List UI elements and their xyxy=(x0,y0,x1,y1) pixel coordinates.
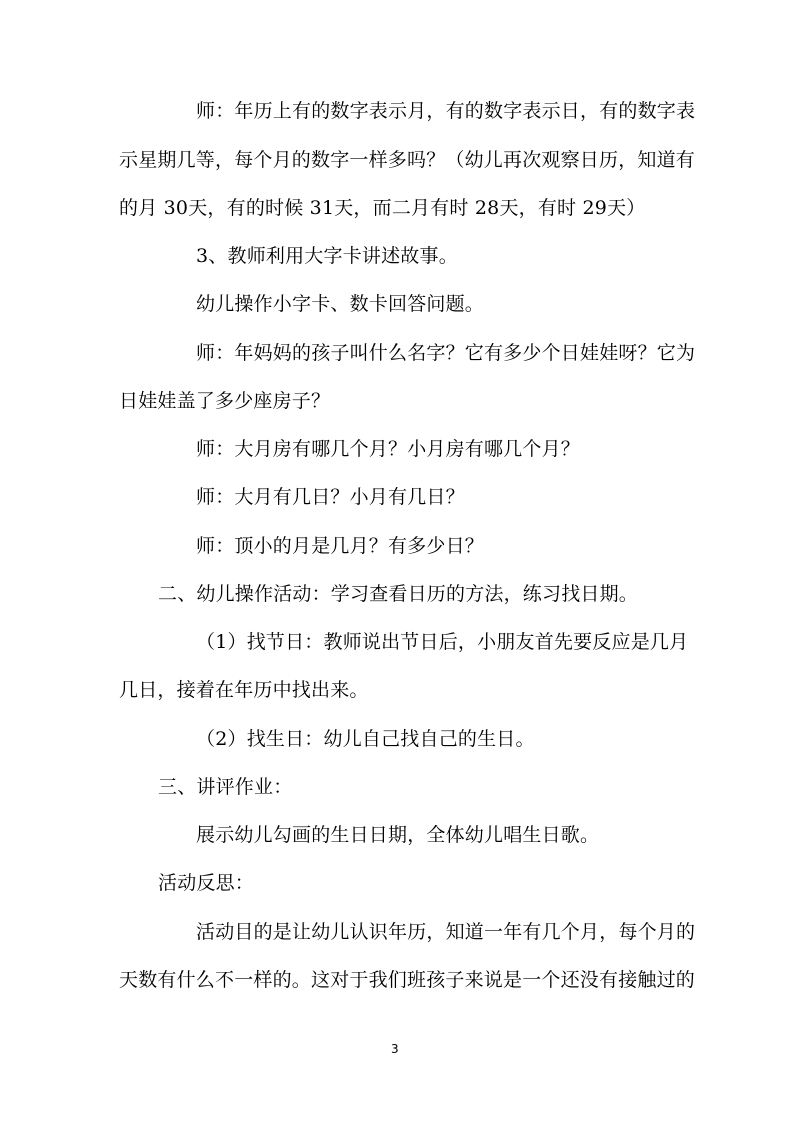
text-line-9: 师：大月有几日？小月有几日？ xyxy=(196,486,465,508)
text-line-10: 师：顶小的月是几月？有多少日？ xyxy=(196,535,485,557)
text-line-3: 的月 30天，有的时候 31天，而二月有时 28天，有时 29天） xyxy=(119,197,646,219)
text-line-8: 师：大月房有哪几个月？小月房有哪几个月？ xyxy=(196,438,581,460)
text-line-2: 示星期几等，每个月的数字一样多吗？（幼儿再次观察日历，知道有 xyxy=(119,149,696,171)
text-line-18: 活动目的是让幼儿认识年历，知道一年有几个月，每个月的 xyxy=(196,921,696,943)
text-line-11: 二、幼儿操作活动：学习查看日历的方法，练习找日期。 xyxy=(158,583,639,605)
text-line-12: （1）找节日：教师说出节日后，小朋友首先要反应是几月 xyxy=(196,631,689,653)
text-line-14: （2）找生日：幼儿自己找自己的生日。 xyxy=(196,728,535,750)
text-line-19: 天数有什么不一样的。这对于我们班孩子来说是一个还没有接触过的 xyxy=(119,969,696,991)
text-line-6: 师：年妈妈的孩子叫什么名字？它有多少个日娃娃呀？它为 xyxy=(196,342,696,364)
page-number: 3 xyxy=(391,1042,399,1056)
text-line-1: 师：年历上有的数字表示月，有的数字表示日，有的数字表 xyxy=(196,100,696,122)
text-line-5: 幼儿操作小字卡、数卡回答问题。 xyxy=(196,293,485,315)
text-line-7: 日娃娃盖了多少座房子？ xyxy=(119,390,331,412)
text-line-4: 3、教师利用大字卡讲述故事。 xyxy=(196,245,458,267)
text-line-17: 活动反思： xyxy=(158,872,255,894)
text-line-15: 三、讲评作业： xyxy=(158,776,293,798)
text-line-13: 几日，接着在年历中找出来。 xyxy=(119,679,369,701)
text-line-16: 展示幼儿勾画的生日日期，全体幼儿唱生日歌。 xyxy=(196,824,600,846)
